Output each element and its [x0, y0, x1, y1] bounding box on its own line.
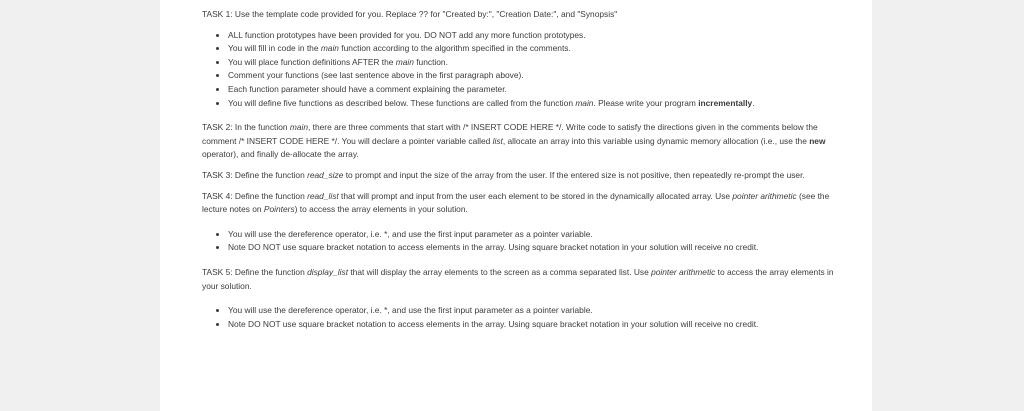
task5-paragraph [202, 266, 842, 293]
text: function. [413, 56, 448, 67]
code-term: main [395, 56, 414, 67]
text: . Please write your program [593, 97, 699, 108]
task3-paragraph [202, 169, 842, 183]
text: that will prompt and input from the user each element to be stored in the dynamically allocated array. Use [338, 190, 733, 201]
task4-bullet-2: • Note DO NOT use square bracket notation to access elements in the array. Using square bracket notation in your solution will receive no credit. [228, 241, 842, 255]
text: (see the lecture notes on [202, 190, 830, 215]
task1-bullet-6 [228, 97, 842, 111]
text: TASK 3: Define the function [202, 169, 308, 180]
task4-bullet-list [202, 228, 842, 255]
text: TASK 2: In the function [202, 122, 290, 133]
code-term: display_list [307, 266, 349, 277]
text: TASK 5: Define the function [202, 266, 308, 277]
task1-bullet-4: • Comment your functions (see last sentence above in the first paragraph above). [228, 69, 842, 83]
text: . [752, 97, 755, 108]
text: to prompt and input the size of the array from the user. If the entered size is not positive, then repeatedly re-prompt the user. [343, 169, 805, 180]
emphasis: incrementally [698, 97, 753, 108]
emphasis: new [809, 135, 826, 146]
task2-paragraph [202, 121, 842, 162]
document-content [202, 8, 842, 339]
text: function according to the algorithm specified in the comments. [338, 43, 571, 54]
task1-bullet-5: • Each function parameter should have a comment explaining the parameter. [228, 83, 842, 97]
code-term: read_list [307, 190, 339, 201]
text: You will fill in code in the [228, 43, 321, 54]
code-term: main [320, 43, 339, 54]
task4-paragraph [202, 190, 842, 217]
code-term: pointer arithmetic [732, 190, 797, 201]
document-page [160, 0, 872, 411]
code-term: main [289, 122, 308, 133]
text: You will place function definitions AFTER the [228, 56, 396, 67]
code-term: main [575, 97, 594, 108]
code-term: pointer arithmetic [651, 266, 716, 277]
text: TASK 4: Define the function [202, 190, 308, 201]
text: operator), and finally de-allocate the array. [202, 149, 359, 160]
text: ) to access the array elements in your solution. [294, 204, 468, 215]
code-term: read_size [307, 169, 344, 180]
task5-bullet-list [202, 304, 842, 331]
task1-bullet-list [202, 29, 842, 111]
code-term: Pointers [263, 204, 295, 215]
task4-bullet-1: • You will use the dereference operator, i.e. *, and use the first input parameter as a pointer variable. [228, 228, 842, 242]
task1-intro: TASK 1: Use the template code provided for you. Replace ?? for "Created by:", "Creation Date:", and "Synopsis" [202, 9, 618, 19]
task1-bullet-3 [228, 56, 842, 70]
task1-bullet-2 [228, 42, 842, 56]
task5-bullet-1: • You will use the dereference operator, i.e. *, and use the first input parameter as a pointer variable. [228, 304, 842, 318]
text: , there are three comments that start with /* INSERT CODE HERE */. Write code to satisfy the directions given in the comments below the comment /* INSERT CODE HERE */. You will declare a pointer variable called [202, 122, 818, 146]
text: You will define five functions as described below. These functions are called from the function [228, 97, 576, 108]
text: to access the array elements in your solution. [202, 266, 834, 291]
text: , allocate an array into this variable using dynamic memory allocation (i.e., use the [502, 135, 810, 146]
task1-bullet-1: • ALL function prototypes have been provided for you. DO NOT add any more function prototypes. [228, 29, 842, 43]
code-term: list [492, 135, 503, 146]
text: that will display the array elements to the screen as a comma separated list. Use [348, 266, 652, 277]
task5-bullet-2: • Note DO NOT use square bracket notation to access elements in the array. Using square bracket notation in your solution will receive no credit. [228, 318, 842, 332]
